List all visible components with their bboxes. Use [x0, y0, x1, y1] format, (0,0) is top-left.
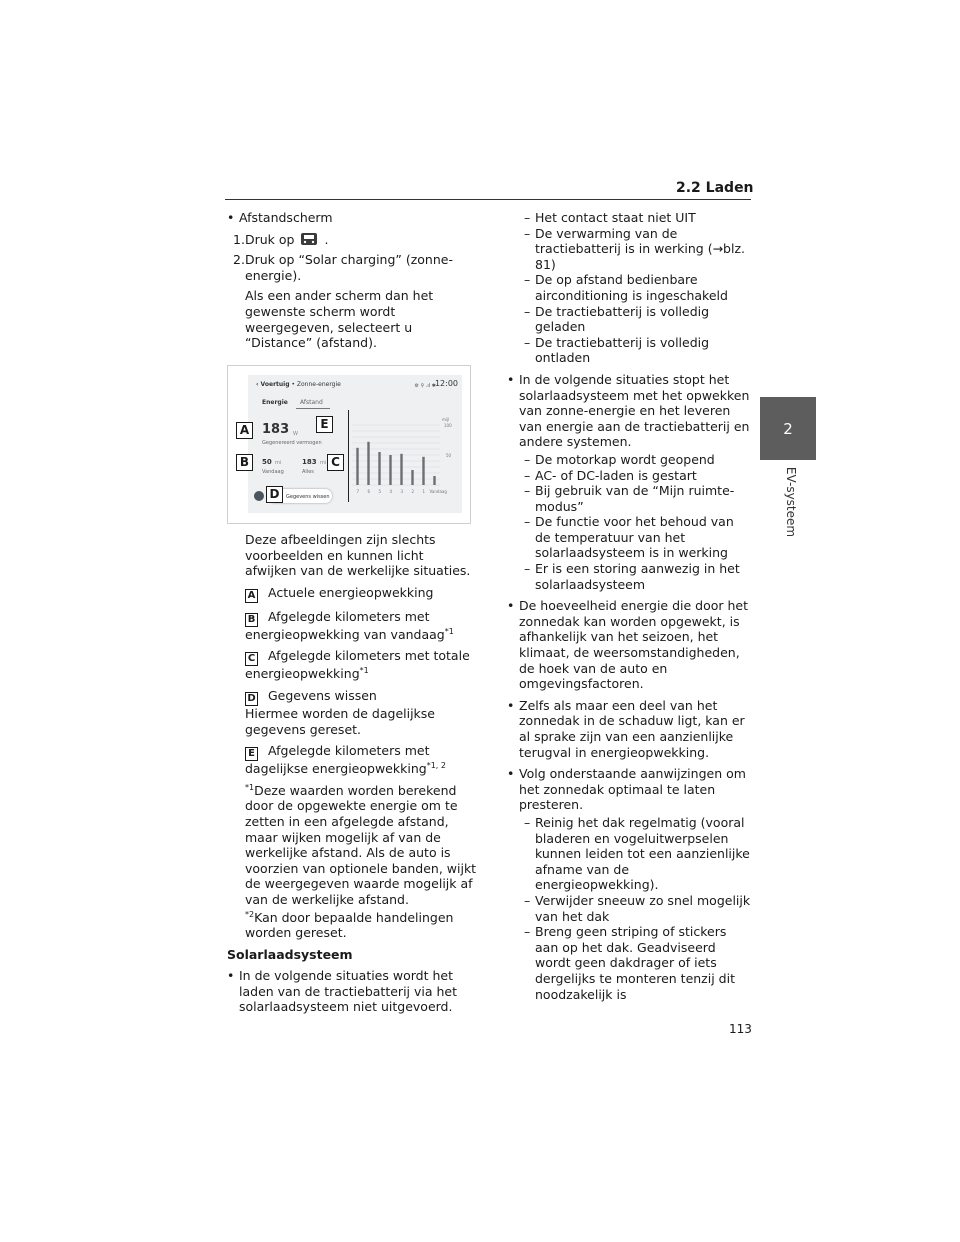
left-column-lower — [227, 532, 477, 1021]
callout-e: E — [316, 416, 333, 433]
dash-marker: – — [524, 514, 531, 530]
legend-b — [227, 609, 477, 643]
legend-b-text: Afgelegde kilometers met energieopwekking van vandaag — [245, 608, 445, 642]
legend-d-text: Gegevens wissen — [268, 687, 377, 703]
step-2-note: Als een ander scherm dan het gewenste scherm wordt weergegeven, selecteert u “Distance” (afstand). — [245, 288, 434, 351]
legend-d-note: Hiermee worden de dagelijkse gegevens gereset. — [245, 705, 436, 737]
dash-text: Bij gebruik van de “Mijn ruimte-modus” — [535, 483, 735, 514]
legend-b-sup: *1 — [444, 626, 454, 636]
total-distance-unit: mi — [320, 460, 327, 466]
legend-b-key: B — [245, 613, 258, 627]
dash-text: Het contact staat niet UIT — [535, 210, 696, 225]
chart-xtick: 6 — [367, 489, 371, 494]
legend-e-sup: *1, 2 — [426, 761, 446, 770]
dash-marker: – — [524, 334, 531, 350]
bullet-shadow: • Zelfs als maar een deel van het zonnedak in de schaduw ligt, kan er al sprake zijn van een aanzienlijke terugval in energieopwekking. — [507, 698, 752, 760]
status-icons: ⚙ ⚲ .ıl ✱ — [414, 383, 436, 389]
bullet-amount: • De hoeveelheid energie die door het zonnedak kan worden opgewekt, is afhankelijk van het seizoen, het klimaat, de weersomstandigheden, de hoek van de auto en omgevingsfactoren. — [507, 598, 752, 692]
today-distance-unit: mi — [275, 460, 282, 466]
dash-text: De tractiebatterij is volledig geladen — [535, 303, 710, 335]
chart-ytick: 50 — [446, 453, 452, 458]
dash-item — [507, 468, 752, 484]
dash-text: Reinig het dak regelmatig (vooral bladeren en vogeluitwerpselen kunnen leiden tot een aanzienlijke afname van de energieopwekking). — [535, 814, 750, 893]
screen-clock: 12:00 — [434, 379, 458, 388]
dash-marker: – — [524, 814, 531, 830]
chart-bar — [367, 442, 369, 485]
dash-item — [507, 226, 752, 273]
step-1 — [227, 232, 472, 248]
footnote-2-mark: *2 — [245, 909, 255, 919]
legend-e-key: E — [245, 747, 258, 761]
page-number: 113 — [729, 1022, 752, 1036]
tab-distance-underline — [296, 408, 330, 409]
step-2 — [227, 252, 472, 283]
chart-bar — [378, 452, 380, 485]
chart-ylabel: mijl — [442, 417, 450, 422]
legend-a-key: A — [245, 589, 258, 603]
dash-text: Breng geen striping of stickers aan op het dak. Geadviseerd wordt geen dakdrager of iets dergelijks te monteren tenzij dit noodzakelijk is — [535, 924, 735, 1002]
dash-marker: – — [524, 924, 531, 940]
footnote-2-text: Kan door bepaalde handelingen worden gereset. — [245, 909, 454, 941]
daily-distance-chart — [348, 415, 456, 497]
legend-c-key: C — [245, 652, 258, 666]
chart-xtick: 3 — [400, 489, 404, 494]
bullet-stop: • In de volgende situaties stopt het solarlaadsysteem met het opwekken van zonne-energie en het leveren van energie aan de tractiebatterij en andere systemen. — [507, 372, 752, 450]
search-icon[interactable] — [254, 491, 264, 501]
dash-item — [507, 272, 752, 303]
chart-xtick: Vandaag — [429, 489, 447, 494]
dash-marker: – — [524, 303, 531, 319]
dash-text: De op afstand bedienbare airconditioning is ingeschakeld — [535, 272, 728, 303]
generated-power-value: 183 — [262, 422, 290, 437]
chart-ytick: 100 — [444, 423, 452, 428]
figure-note: Deze afbeeldingen zijn slechts voorbeelden en kunnen licht afwijken van de werkelijke situaties. — [245, 532, 471, 579]
clear-data-label: Gegevens wissen — [286, 494, 330, 500]
bullet-distance: • Afstandscherm — [227, 210, 472, 226]
legend-e-text: Afgelegde kilometers met dagelijkse energieopwekking — [245, 743, 430, 777]
legend-d-key: D — [245, 692, 258, 706]
callout-b: B — [236, 454, 253, 471]
chart-bar — [433, 476, 435, 485]
breadcrumb-vehicle[interactable]: ‹ Voertuig — [256, 381, 290, 388]
chart-bar — [422, 457, 424, 485]
footnote-1-text: Deze waarden worden berekend door de opgewekte energie om te zetten in een afgelegde afstand, maar wijken mogelijk af van de werkelijke afstand. Als de auto is voorzien van optionele banden, wijkt de weergegeven waarde mogelijk af van de werkelijke afstand. — [245, 782, 477, 907]
section-title: 2.2 Laden — [676, 180, 754, 196]
step-2-text: Druk op “Solar charging” (zonne-energie). — [245, 252, 453, 283]
step-1-text-a: Druk op — [245, 231, 295, 247]
chart-xtick: 2 — [411, 489, 415, 494]
dash-marker: – — [524, 451, 531, 467]
legend-c-sup: *1 — [359, 666, 369, 676]
dash-item — [507, 335, 752, 366]
chapter-number: 2 — [783, 419, 793, 438]
chart-bar — [356, 448, 358, 485]
chapter-tab — [760, 397, 816, 460]
dash-item — [507, 483, 752, 514]
legend-c — [227, 648, 477, 682]
dash-marker: – — [524, 210, 531, 225]
dash-marker: – — [524, 225, 531, 241]
chart-xtick: 4 — [389, 489, 393, 494]
chart-xtick: 5 — [378, 489, 382, 494]
legend-d — [227, 688, 477, 706]
left-column — [227, 210, 472, 357]
total-label: Alles — [302, 469, 314, 475]
dash-text: De motorkap wordt geopend — [535, 451, 715, 467]
callout-a: A — [236, 422, 253, 439]
legend-e — [227, 743, 477, 777]
dash-item — [507, 210, 752, 226]
step-2-number: 2. — [233, 252, 245, 268]
car-icon — [298, 232, 320, 246]
breadcrumb-solar: • Zonne-energie — [289, 381, 341, 388]
legend-a-text: Actuele energieopwekking — [268, 584, 434, 600]
dash-item — [507, 893, 752, 924]
step-1-text-b: . — [324, 231, 329, 247]
chart-bar — [389, 455, 391, 485]
dash-list-1 — [507, 210, 752, 366]
screen-breadcrumb — [256, 381, 341, 389]
right-column — [507, 210, 752, 1002]
dash-marker: – — [524, 483, 531, 499]
chapter-label: EV-systeem — [784, 466, 799, 538]
footnote-1 — [227, 783, 477, 908]
generated-power-caption: Gegenereerd vermogen — [262, 440, 322, 446]
chart-bar — [400, 454, 402, 485]
dash-item — [507, 815, 752, 893]
footnote-2 — [227, 910, 477, 941]
screen-figure — [227, 365, 471, 524]
step-1-number: 1. — [233, 231, 245, 247]
dash-list-3 — [507, 815, 752, 1002]
dash-text: AC- of DC-laden is gestart — [535, 467, 697, 483]
dash-text: Verwijder sneeuw zo snel mogelijk van het dak — [535, 892, 751, 924]
dash-item — [507, 924, 752, 1002]
legend-a — [227, 585, 477, 603]
dash-text: De verwarming van de tractiebatterij is in werking (→blz. 81) — [535, 225, 745, 272]
dash-marker: – — [524, 272, 531, 288]
dash-marker: – — [524, 467, 531, 483]
dash-item — [507, 452, 752, 468]
callout-c: C — [327, 454, 344, 471]
bullet-follow: • Volg onderstaande aanwijzingen om het zonnedak optimaal te laten presteren. — [507, 766, 752, 813]
dash-item — [507, 514, 752, 561]
today-label: Vandaag — [262, 469, 284, 475]
bullet-solar: • In de volgende situaties wordt het laden van de tractiebatterij via het solarlaadsysteem niet uitgevoerd. — [227, 968, 477, 1015]
generated-power-unit: W — [293, 431, 298, 437]
dash-item — [507, 304, 752, 335]
tab-distance[interactable]: Afstand — [300, 399, 323, 406]
dash-marker: – — [524, 892, 531, 908]
chart-xtick: 1 — [422, 489, 426, 494]
dash-marker: – — [524, 561, 531, 577]
footnote-1-mark: *1 — [245, 782, 255, 792]
today-distance-value: 50 — [262, 458, 272, 466]
chapter-label-wrap — [776, 466, 799, 540]
total-distance-value: 183 — [302, 458, 317, 466]
dash-item — [507, 561, 752, 592]
header-rule — [225, 199, 751, 200]
callout-e-connector — [348, 410, 349, 502]
subheading-solar: Solarlaadsysteem — [227, 946, 353, 962]
dash-text: De tractiebatterij is volledig ontladen — [535, 334, 710, 366]
callout-d: D — [266, 486, 283, 503]
dash-text: De functie voor het behoud van de temperatuur van het solarlaadsysteem is in werking — [535, 514, 734, 561]
chart-xtick: 7 — [356, 489, 360, 494]
dash-text: Er is een storing aanwezig in het solarlaadsysteem — [535, 561, 740, 592]
chart-bar — [411, 470, 413, 485]
dash-list-2 — [507, 452, 752, 592]
tab-energy[interactable]: Energie — [262, 399, 288, 406]
legend-c-text: Afgelegde kilometers met totale energieopwekking — [245, 648, 470, 682]
